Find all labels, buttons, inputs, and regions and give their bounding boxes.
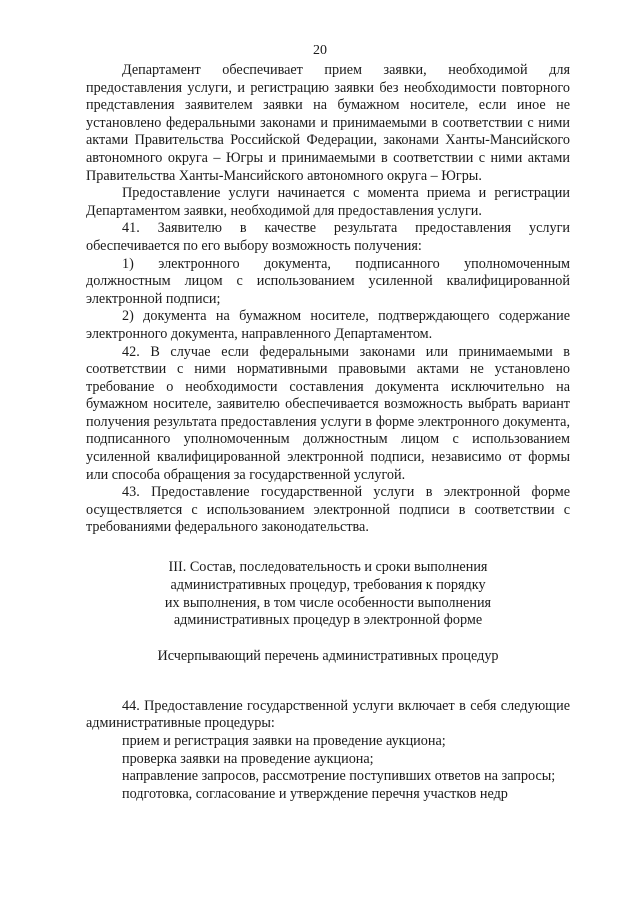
paragraph-service-start: Предоставление услуги начинается с момента приема и регистрации Департаментом заявки, необходимой для предоставления услуги.	[86, 185, 570, 219]
paragraph-44-item-check: проверка заявки на проведение аукциона;	[122, 750, 374, 767]
paragraph-41: 41. Заявителю в качестве результата предоставления услуги обеспечивается по его выбору возможность получения:	[86, 220, 570, 254]
section-heading	[86, 559, 570, 630]
section-heading-line: административных процедур в электронной форме	[173, 612, 483, 629]
paragraph-department-receipt: Департамент обеспечивает прием заявки, необходимой для предоставления услуги, и регистрацию заявки без необходимости повторного представления заявителем заявки на бумажном носителе, если иное не установлено федеральными законами и принимаемыми в соответствии с ними актами Правительства Российской Федерации, законами Ханты-Мансийского автономного округа – Югры и принимаемыми в соответствии с ними актами Правительства Ханты-Мансийского автономного округа – Югры.	[86, 62, 570, 184]
section-heading-line: III. Состав, последовательность и сроки выполнения	[168, 559, 488, 576]
paragraph-41-item-1: 1) электронного документа, подписанного уполномоченным должностным лицом с использованием усиленной квалифицированной электронной подписи;	[86, 255, 570, 307]
paragraph-44: 44. Предоставление государственной услуги включает в себя следующие административные процедуры:	[86, 697, 570, 732]
paragraph-41-item-2: 2) документа на бумажном носителе, подтверждающего содержание электронного документа, направленного Департаментом.	[86, 308, 570, 342]
paragraph-43: 43. Предоставление государственной услуги в электронной форме осуществляется с использованием электронной подписи в соответствии с требованиями федерального законодательства.	[86, 484, 570, 536]
section-heading-line: административных процедур, требования к порядку	[170, 576, 486, 593]
paragraph-44-item-requests: направление запросов, рассмотрение поступивших ответов на запросы;	[122, 768, 556, 785]
section-heading-line: их выполнения, в том числе особенности выполнения	[164, 594, 492, 611]
page-number: 20	[313, 43, 327, 58]
paragraph-44-item-reception: прием и регистрация заявки на проведение аукциона;	[122, 733, 446, 749]
paragraph-44-item-preparation: подготовка, согласование и утверждение перечня участков недр	[122, 785, 508, 802]
subheading: Исчерпывающий перечень административных процедур	[157, 648, 499, 665]
document-body	[86, 62, 570, 803]
paragraph-42: 42. В случае если федеральными законами или принимаемыми в соответствии с ними нормативными правовыми актами не установлено требование о необходимости составления документа исключительно на бумажном носителе, заявителю обеспечивается возможность выбрать вариант получения результата предоставления услуги в форме электронного документа, подписанного уполномоченным должностным лицом с использованием усиленной квалифицированной электронной подписи, независимо от формы или способа обращения за государственной услугой.	[86, 343, 570, 483]
